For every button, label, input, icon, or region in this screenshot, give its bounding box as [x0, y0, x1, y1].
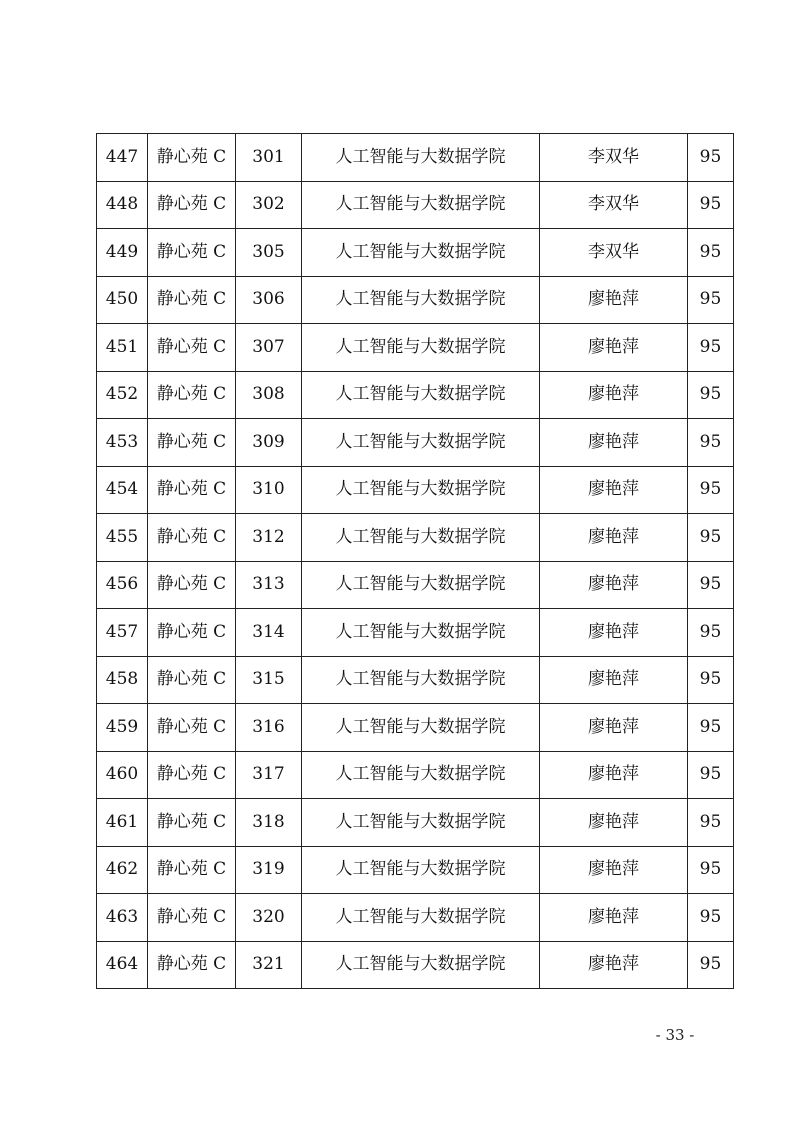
table-row: [97, 466, 734, 514]
responsible-person-cell: 廖艳萍: [540, 846, 688, 894]
college-cell: 人工智能与大数据学院: [302, 371, 540, 419]
college-cell: 人工智能与大数据学院: [302, 229, 540, 277]
building-cell: 静心苑 C: [148, 941, 236, 989]
row-number-cell: 450: [97, 276, 148, 324]
college-cell: 人工智能与大数据学院: [302, 324, 540, 372]
score-cell: 95: [688, 846, 734, 894]
responsible-person-cell: 廖艳萍: [540, 514, 688, 562]
responsible-person-cell: 廖艳萍: [540, 799, 688, 847]
table-row: [97, 134, 734, 182]
row-number-cell: 456: [97, 561, 148, 609]
building-cell: 静心苑 C: [148, 751, 236, 799]
score-cell: 95: [688, 134, 734, 182]
room-number-cell: 321: [236, 941, 302, 989]
responsible-person-cell: 李双华: [540, 181, 688, 229]
row-number-cell: 462: [97, 846, 148, 894]
table-row: [97, 419, 734, 467]
room-number-cell: 305: [236, 229, 302, 277]
building-cell: 静心苑 C: [148, 324, 236, 372]
room-number-cell: 302: [236, 181, 302, 229]
row-number-cell: 457: [97, 609, 148, 657]
room-number-cell: 307: [236, 324, 302, 372]
responsible-person-cell: 廖艳萍: [540, 466, 688, 514]
building-cell: 静心苑 C: [148, 561, 236, 609]
building-cell: 静心苑 C: [148, 704, 236, 752]
college-cell: 人工智能与大数据学院: [302, 466, 540, 514]
score-cell: 95: [688, 656, 734, 704]
building-cell: 静心苑 C: [148, 656, 236, 704]
row-number-cell: 461: [97, 799, 148, 847]
college-cell: 人工智能与大数据学院: [302, 656, 540, 704]
score-cell: 95: [688, 371, 734, 419]
building-cell: 静心苑 C: [148, 419, 236, 467]
room-number-cell: 309: [236, 419, 302, 467]
college-cell: 人工智能与大数据学院: [302, 941, 540, 989]
row-number-cell: 459: [97, 704, 148, 752]
score-cell: 95: [688, 466, 734, 514]
row-number-cell: 451: [97, 324, 148, 372]
college-cell: 人工智能与大数据学院: [302, 609, 540, 657]
table-row: [97, 751, 734, 799]
room-number-cell: 318: [236, 799, 302, 847]
building-cell: 静心苑 C: [148, 799, 236, 847]
responsible-person-cell: 李双华: [540, 134, 688, 182]
score-cell: 95: [688, 751, 734, 799]
responsible-person-cell: 廖艳萍: [540, 324, 688, 372]
score-cell: 95: [688, 276, 734, 324]
building-cell: 静心苑 C: [148, 609, 236, 657]
building-cell: 静心苑 C: [148, 181, 236, 229]
responsible-person-cell: 廖艳萍: [540, 419, 688, 467]
table-body: [97, 134, 734, 989]
room-number-cell: 316: [236, 704, 302, 752]
room-number-cell: 320: [236, 894, 302, 942]
row-number-cell: 463: [97, 894, 148, 942]
row-number-cell: 455: [97, 514, 148, 562]
score-cell: 95: [688, 419, 734, 467]
responsible-person-cell: 廖艳萍: [540, 894, 688, 942]
responsible-person-cell: 廖艳萍: [540, 276, 688, 324]
responsible-person-cell: 廖艳萍: [540, 941, 688, 989]
responsible-person-cell: 廖艳萍: [540, 751, 688, 799]
college-cell: 人工智能与大数据学院: [302, 276, 540, 324]
table-row: [97, 894, 734, 942]
score-cell: 95: [688, 894, 734, 942]
row-number-cell: 464: [97, 941, 148, 989]
score-cell: 95: [688, 229, 734, 277]
table-row: [97, 276, 734, 324]
page-number: - 33 -: [655, 1026, 695, 1044]
table-row: [97, 656, 734, 704]
row-number-cell: 448: [97, 181, 148, 229]
row-number-cell: 449: [97, 229, 148, 277]
score-cell: 95: [688, 704, 734, 752]
college-cell: 人工智能与大数据学院: [302, 419, 540, 467]
college-cell: 人工智能与大数据学院: [302, 134, 540, 182]
score-cell: 95: [688, 514, 734, 562]
room-number-cell: 314: [236, 609, 302, 657]
responsible-person-cell: 廖艳萍: [540, 371, 688, 419]
college-cell: 人工智能与大数据学院: [302, 514, 540, 562]
table-row: [97, 371, 734, 419]
building-cell: 静心苑 C: [148, 846, 236, 894]
room-number-cell: 317: [236, 751, 302, 799]
row-number-cell: 453: [97, 419, 148, 467]
table-row: [97, 324, 734, 372]
room-number-cell: 310: [236, 466, 302, 514]
score-cell: 95: [688, 799, 734, 847]
score-cell: 95: [688, 181, 734, 229]
college-cell: 人工智能与大数据学院: [302, 181, 540, 229]
score-cell: 95: [688, 561, 734, 609]
room-number-cell: 306: [236, 276, 302, 324]
college-cell: 人工智能与大数据学院: [302, 561, 540, 609]
row-number-cell: 458: [97, 656, 148, 704]
table-row: [97, 561, 734, 609]
college-cell: 人工智能与大数据学院: [302, 751, 540, 799]
building-cell: 静心苑 C: [148, 371, 236, 419]
table-row: [97, 181, 734, 229]
table-row: [97, 799, 734, 847]
building-cell: 静心苑 C: [148, 894, 236, 942]
responsible-person-cell: 李双华: [540, 229, 688, 277]
building-cell: 静心苑 C: [148, 466, 236, 514]
college-cell: 人工智能与大数据学院: [302, 704, 540, 752]
responsible-person-cell: 廖艳萍: [540, 609, 688, 657]
table-row: [97, 514, 734, 562]
college-cell: 人工智能与大数据学院: [302, 846, 540, 894]
score-cell: 95: [688, 609, 734, 657]
room-number-cell: 319: [236, 846, 302, 894]
score-cell: 95: [688, 941, 734, 989]
table-row: [97, 609, 734, 657]
room-number-cell: 301: [236, 134, 302, 182]
room-number-cell: 308: [236, 371, 302, 419]
building-cell: 静心苑 C: [148, 514, 236, 562]
room-number-cell: 313: [236, 561, 302, 609]
table-row: [97, 704, 734, 752]
room-number-cell: 312: [236, 514, 302, 562]
responsible-person-cell: 廖艳萍: [540, 704, 688, 752]
building-cell: 静心苑 C: [148, 276, 236, 324]
college-cell: 人工智能与大数据学院: [302, 799, 540, 847]
row-number-cell: 454: [97, 466, 148, 514]
table-row: [97, 846, 734, 894]
row-number-cell: 460: [97, 751, 148, 799]
room-number-cell: 315: [236, 656, 302, 704]
row-number-cell: 447: [97, 134, 148, 182]
row-number-cell: 452: [97, 371, 148, 419]
table-row: [97, 229, 734, 277]
score-cell: 95: [688, 324, 734, 372]
dormitory-score-table: [96, 133, 734, 989]
building-cell: 静心苑 C: [148, 229, 236, 277]
college-cell: 人工智能与大数据学院: [302, 894, 540, 942]
responsible-person-cell: 廖艳萍: [540, 656, 688, 704]
building-cell: 静心苑 C: [148, 134, 236, 182]
table-row: [97, 941, 734, 989]
responsible-person-cell: 廖艳萍: [540, 561, 688, 609]
